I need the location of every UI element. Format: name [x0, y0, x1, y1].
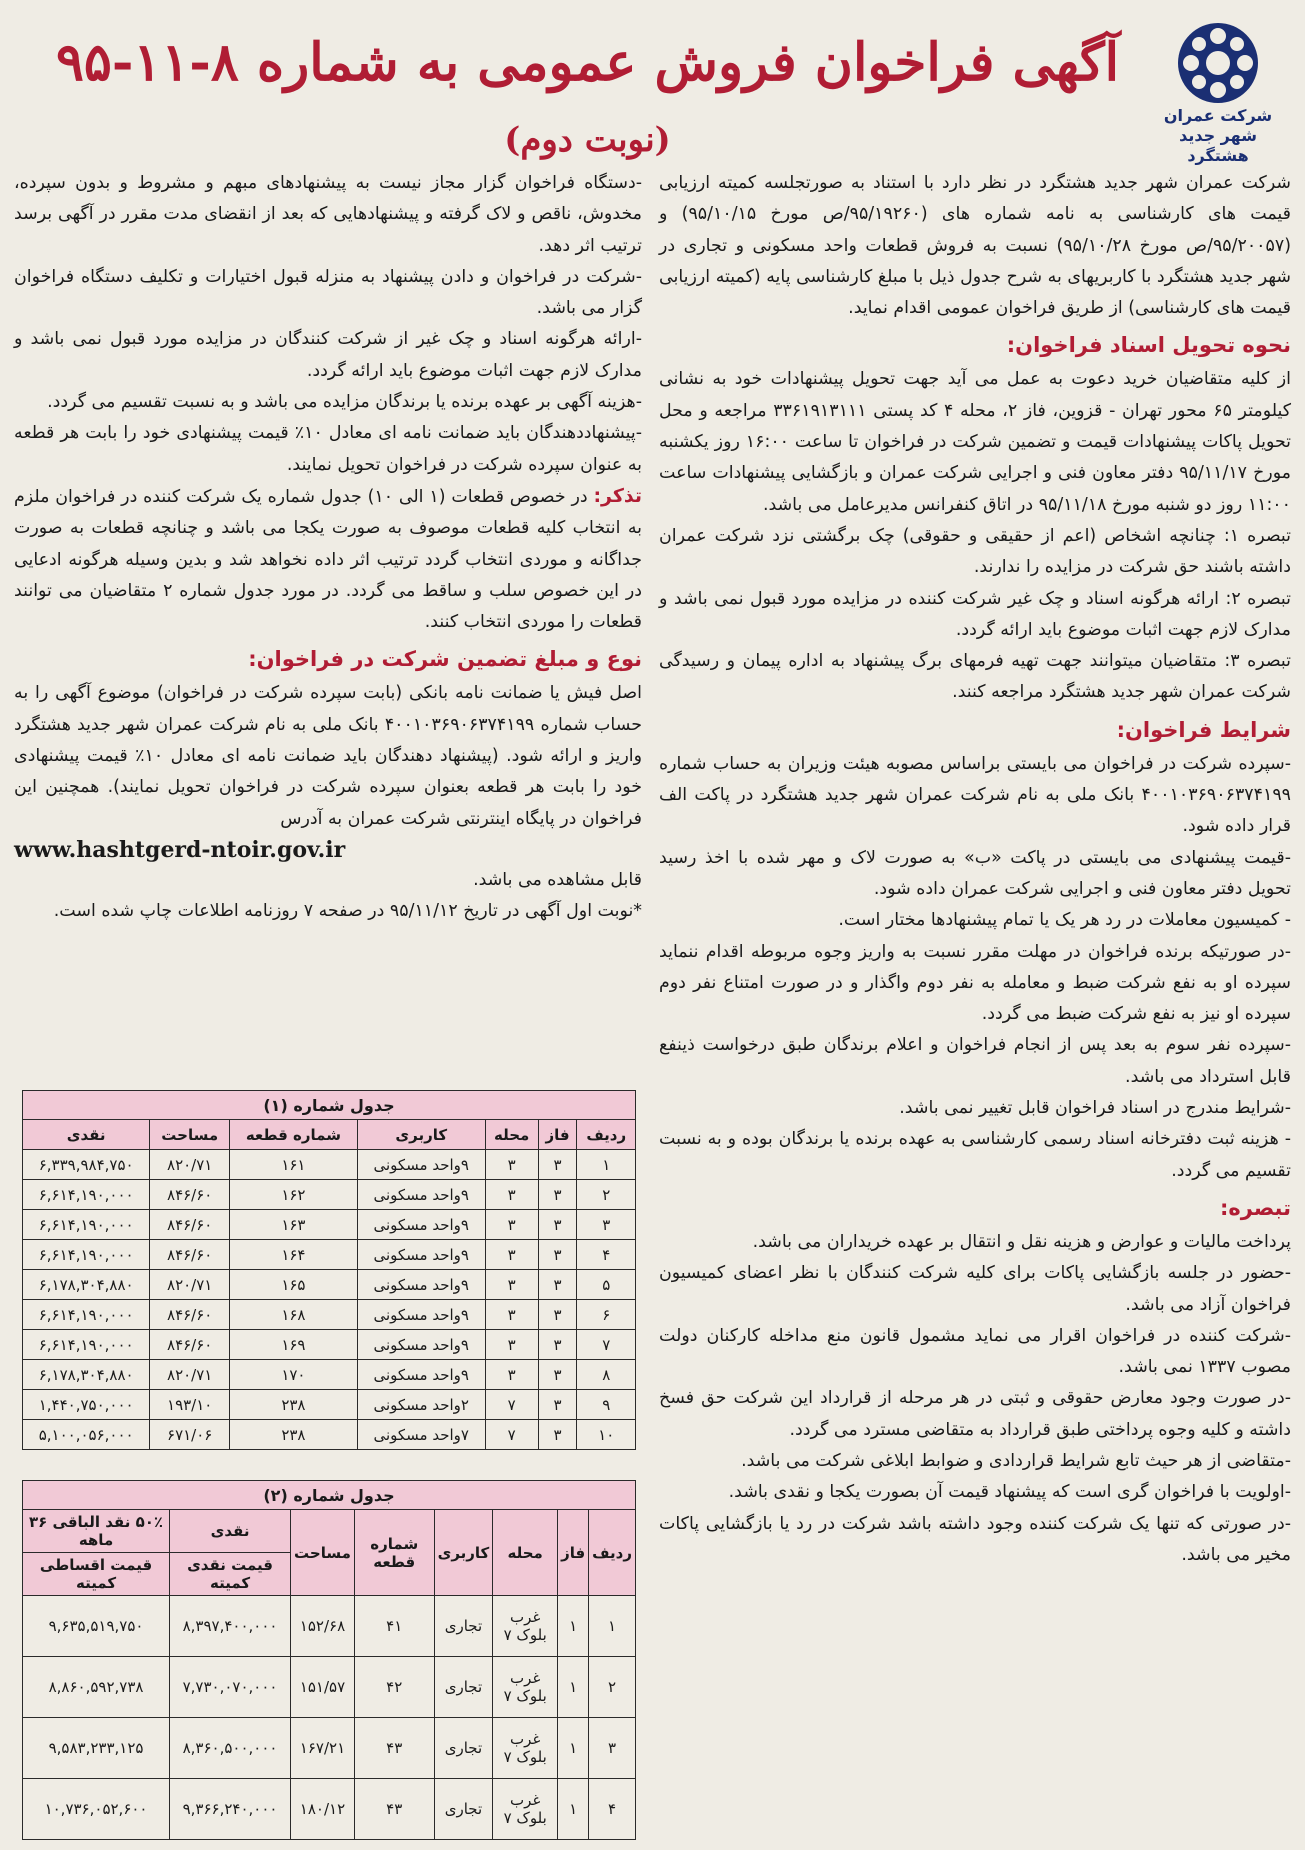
- table-cell: ۱: [558, 1779, 589, 1840]
- table-cell: ۱: [577, 1150, 636, 1180]
- guarantee-paragraph: اصل فیش یا ضمانت نامه بانکی (بابت سپرده شرکت در فراخوان) موضوع آگهی را به حساب شماره ۴۰۰۱۰۳۶۹۰۶۳۷۴۱۹۹ بانک ملی به نام شرکت عمران شهر جدید هشتگرد واریز و ارائه شود. (پیشنهاد دهندگان باید ضمانت نامه ای معادل ۱۰٪ قیمت پیشنهادی خود را بابت هر قطعه بعنوان سپرده شرکت در فراخوان تحویل نمایند). همچنین این فراخوان در پایگاه اینترنتی شرکت عمران به آدرس: [14, 683, 643, 829]
- table-cell: ۶,۶۱۴,۱۹۰,۰۰۰: [23, 1240, 150, 1270]
- table-cell: ۸۴۶/۶۰: [150, 1180, 230, 1210]
- left-paragraph: -دستگاه فراخوان گزار مجاز نیست به پیشنهادهای مبهم و مشروط و بدون سپرده، مخدوش، ناقص و لاک گرفته و پیشنهادهایی که بعد از انقضای مدت مقرر در آگهی برسد ترتیب اثر دهد.: [14, 173, 642, 256]
- table-cell: ۳: [577, 1210, 636, 1240]
- table-header: مساحت: [291, 1510, 355, 1596]
- table-cell: ۲۳۸: [230, 1390, 358, 1420]
- table-cell: تجاری: [434, 1657, 493, 1718]
- table-cell: ۶,۳۳۹,۹۸۴,۷۵۰: [23, 1150, 150, 1180]
- section-title-guarantee: نوع و مبلغ تضمین شرکت در فراخوان:: [248, 647, 642, 672]
- table-cell: ۱۶۳: [230, 1210, 358, 1240]
- table-1-body: [23, 1150, 636, 1450]
- publish-note: *نوبت اول آگهی در تاریخ ۹۵/۱۱/۱۲ در صفحه ۷ روزنامه اطلاعات چاپ شده است.: [53, 901, 642, 922]
- table-cell: ۴۳: [354, 1779, 434, 1840]
- table-cell: ۸,۸۶۰,۵۹۲,۷۳۸: [23, 1657, 170, 1718]
- ad-header: [14, 8, 1291, 168]
- table-2-body: [23, 1596, 636, 1840]
- table-cell: غرب بلوک ۷: [493, 1657, 558, 1718]
- table-cell: تجاری: [434, 1596, 493, 1657]
- table-cell: ۶,۶۱۴,۱۹۰,۰۰۰: [23, 1180, 150, 1210]
- table-cell: ۶: [577, 1300, 636, 1330]
- reminder-title: تذکر:: [593, 484, 643, 507]
- table-row: [23, 1390, 636, 1420]
- right-column: [659, 168, 1291, 1571]
- documents-paragraph: از کلیه متقاضیان خرید دعوت به عمل می آید جهت تحویل پیشنهادات خود به نشانی کیلومتر ۶۵ محور تهران - قزوین، فاز ۲، محله ۴ کد پستی ۳۳۶۱۹۱۳۱۱۱ مراجعه و محل تحویل پاکات پیشنهادات قیمت و تضمین شرکت در فراخوان تا ساعت ۱۶:۰۰ روز یکشنبه مورخ ۹۵/۱۱/۱۷ دفتر معاون فنی و اجرایی شرکت عمران و بازگشایی پیشنهادات ساعت ۱۱:۰۰ روز دو شنبه مورخ ۹۵/۱۱/۱۸ در اتاق کنفرانس مدیرعامل می باشد.: [659, 369, 1292, 515]
- note-item: -اولویت با فراخوان گری است که پیشنهاد قیمت آن بصورت یکجا و نقدی باشد.: [728, 1482, 1291, 1503]
- emblem-icon: [1175, 20, 1261, 106]
- table-cell: ۹واحد مسکونی: [357, 1180, 485, 1210]
- note-item: -در صورتی که تنها یک شرکت کننده وجود داشته باشد شرکت در رد یا بازگشایی پاکات مخیر می باشد.: [659, 1513, 1291, 1565]
- table-cell: ۳: [485, 1210, 538, 1240]
- table-cell: ۷واحد مسکونی: [357, 1420, 485, 1450]
- table-header: نقدی: [23, 1120, 150, 1150]
- table-row: [23, 1718, 636, 1779]
- table-2: [22, 1480, 636, 1840]
- table-cell: ۳: [538, 1390, 577, 1420]
- table-subheader: قیمت اقساطی کمیته: [23, 1553, 170, 1596]
- left-paragraph: -ارائه هرگونه اسناد و چک غیر از شرکت کنندگان در مزایده مورد قبول نمی باشد و مدارک لازم جهت اثبات موضوع باید ارائه گردد.: [14, 329, 642, 381]
- table-row: [23, 1657, 636, 1718]
- table-header: کاربری: [434, 1510, 493, 1596]
- table-header: کاربری: [357, 1120, 485, 1150]
- table-cell: ۵: [577, 1270, 636, 1300]
- table-cell: ۳: [485, 1360, 538, 1390]
- table-row: [23, 1420, 636, 1450]
- note-item: -در صورت وجود معارض حقوقی و ثبتی در هر مرحله از قرارداد این شرکت حق فسخ داشته و کلیه وجوه پرداختی طبق قرارداد به متقاضی مسترد می گردد.: [659, 1388, 1291, 1440]
- table-cell: ۲۳۸: [230, 1420, 358, 1450]
- condition-item: -سپرده نفر سوم به بعد پس از انجام فراخوان و اعلام برندگان طبق درخواست ذینفع قابل استرداد می باشد.: [659, 1035, 1291, 1087]
- table-cell: ۱: [558, 1596, 589, 1657]
- table-cell: ۱: [558, 1718, 589, 1779]
- table-cell: ۳: [538, 1420, 577, 1450]
- table-header: نقدی: [170, 1510, 291, 1553]
- section-title-notes: تبصره:: [1219, 1195, 1291, 1220]
- table-cell: ۶۷۱/۰۶: [150, 1420, 230, 1450]
- table-row: [23, 1779, 636, 1840]
- condition-item: -شرایط مندرج در اسناد فراخوان قابل تغییر نمی باشد.: [899, 1098, 1291, 1119]
- table-cell: غرب بلوک ۷: [493, 1596, 558, 1657]
- condition-item: -قیمت پیشنهادی می بایستی در پاکت «ب» به صورت لاک و مهر شده با اخذ رسید تحویل دفتر معاون فنی و اجرایی شرکت عمران داده شود.: [659, 847, 1291, 899]
- table-cell: ۹واحد مسکونی: [357, 1210, 485, 1240]
- table-cell: ۳: [538, 1150, 577, 1180]
- section-title-conditions: شرایط فراخوان:: [1116, 717, 1291, 742]
- reminder-body: در خصوص قطعات (۱ الی ۱۰) جدول شماره یک شرکت کننده در فراخوان ملزم به انتخاب کلیه قطعات موصوف به صورت یکجا می باشد و چنانچه قطعات به صورت جداگانه و موردی انتخاب گردد ترتیب اثر داده نخواهد شد و بدین وسیله هرگونه ادعایی در این خصوص سلب و ساقط می گردد. در مورد جدول شماره ۲ متقاضیان می توانند قطعات را موردی انتخاب کنند.: [14, 486, 643, 633]
- table-header: شماره قطعه: [230, 1120, 358, 1150]
- table-cell: ۶,۱۷۸,۳۰۴,۸۸۰: [23, 1270, 150, 1300]
- table-cell: تجاری: [434, 1779, 493, 1840]
- table-row: [23, 1180, 636, 1210]
- table-cell: ۹,۵۸۳,۲۳۳,۱۲۵: [23, 1718, 170, 1779]
- table-cell: ۹واحد مسکونی: [357, 1360, 485, 1390]
- left-paragraph: -پیشنهاددهندگان باید ضمانت نامه ای معادل ۱۰٪ قیمت پیشنهادی خود را بابت هر قطعه به عنوان سپرده شرکت در فراخوان تحویل نمایند.: [14, 423, 642, 475]
- table-1: [22, 1090, 636, 1450]
- table-cell: ۲واحد مسکونی: [357, 1390, 485, 1420]
- table-cell: ۳: [538, 1270, 577, 1300]
- table-cell: ۱۵۲/۶۸: [291, 1596, 355, 1657]
- note-item: -متقاضی از هر حیث تابع شرایط قراردادی و ضوابط ابلاغی شرکت می باشد.: [741, 1450, 1291, 1471]
- table-cell: ۳: [538, 1300, 577, 1330]
- table-cell: ۱۶۵: [230, 1270, 358, 1300]
- note-item: پرداخت مالیات و عوارض و هزینه نقل و انتقال بر عهده خریداران می باشد.: [752, 1231, 1291, 1252]
- table-cell: ۱,۴۴۰,۷۵۰,۰۰۰: [23, 1390, 150, 1420]
- note-2: تبصره ۲: ارائه هرگونه اسناد و چک غیر شرکت کننده در مزایده مورد قبول نمی باشد و مدارک لازم جهت اثبات موضوع باید ارائه گردد.: [659, 588, 1291, 640]
- table-cell: ۳: [538, 1240, 577, 1270]
- note-item: -شرکت کننده در فراخوان اقرار می نماید مشمول قانون منع مداخله کارکنان دولت مصوب ۱۳۳۷ نمی باشد.: [659, 1325, 1291, 1378]
- table-1-caption: جدول شماره (۱): [23, 1091, 636, 1120]
- table-row: [23, 1270, 636, 1300]
- note-3: تبصره ۳: متقاضیان میتوانند جهت تهیه فرمهای برگ پیشنهاد به اداره پیمان و رسیدگی شرکت عمران شهر جدید هشتگرد مراجعه کنند.: [659, 651, 1292, 703]
- note-1: تبصره ۱: چنانچه اشخاص (اعم از حقیقی و حقوقی) چک برگشتی نزد شرکت عمران داشته باشند حق شرکت در مزایده را ندارند.: [659, 525, 1292, 578]
- table-cell: ۸۴۶/۶۰: [150, 1240, 230, 1270]
- table-cell: ۱۶۴: [230, 1240, 358, 1270]
- table-row: [23, 1300, 636, 1330]
- table-cell: ۱۰: [577, 1420, 636, 1450]
- table-cell: ۳: [485, 1240, 538, 1270]
- table-row: [23, 1210, 636, 1240]
- table-cell: ۴: [577, 1240, 636, 1270]
- table-cell: ۳: [538, 1210, 577, 1240]
- table-header: محله: [485, 1120, 538, 1150]
- table-cell: ۷: [485, 1390, 538, 1420]
- table-cell: ۹واحد مسکونی: [357, 1330, 485, 1360]
- left-paragraph: -هزینه آگهی بر عهده برنده یا برندگان مزایده می باشد و به نسبت تقسیم می گردد.: [47, 392, 642, 413]
- condition-item: - کمیسیون معاملات در رد هر یک یا تمام پیشنهادها مختار است.: [838, 910, 1291, 931]
- table-cell: ۵,۱۰۰,۰۵۶,۰۰۰: [23, 1420, 150, 1450]
- table-cell: ۴۲: [354, 1657, 434, 1718]
- table-cell: ۸۲۰/۷۱: [150, 1270, 230, 1300]
- table-cell: ۶,۱۷۸,۳۰۴,۸۸۰: [23, 1360, 150, 1390]
- condition-item: - هزینه ثبت دفترخانه اسناد رسمی کارشناسی به عهده برنده یا برندگان بوده و به نسبت تقسیم می گردد.: [659, 1129, 1291, 1181]
- table-cell: ۳: [538, 1360, 577, 1390]
- table-cell: ۱۶۹: [230, 1330, 358, 1360]
- table-header: ردیف: [577, 1120, 636, 1150]
- table-header: مساحت: [150, 1120, 230, 1150]
- table-cell: ۳: [485, 1330, 538, 1360]
- table-2-caption: جدول شماره (۲): [23, 1481, 636, 1510]
- table-cell: ۱۰,۷۳۶,۰۵۲,۶۰۰: [23, 1779, 170, 1840]
- table-cell: ۱۹۳/۱۰: [150, 1390, 230, 1420]
- left-paragraph: -شرکت در فراخوان و دادن پیشنهاد به منزله قبول اختیارات و تکلیف دستگاه فراخوان گزار می باشد.: [14, 266, 642, 319]
- table-cell: ۱۸۰/۱۲: [291, 1779, 355, 1840]
- table-cell: ۹واحد مسکونی: [357, 1150, 485, 1180]
- table-cell: ۱: [589, 1596, 636, 1657]
- table-cell: ۱۶۱: [230, 1150, 358, 1180]
- table-subheader: قیمت نقدی کمیته: [170, 1553, 291, 1596]
- table-cell: ۱۶۸: [230, 1300, 358, 1330]
- website-link[interactable]: www.hashtgerd-ntoir.gov.ir: [14, 836, 346, 863]
- table-cell: ۴۱: [354, 1596, 434, 1657]
- table-cell: ۳: [485, 1270, 538, 1300]
- table-cell: غرب بلوک ۷: [493, 1718, 558, 1779]
- ad-subtitle: (نوبت دوم): [504, 120, 671, 160]
- table-cell: ۶,۶۱۴,۱۹۰,۰۰۰: [23, 1210, 150, 1240]
- table-row: [23, 1240, 636, 1270]
- logo-line-2: شهر جدید هشتگرد: [1179, 126, 1257, 165]
- intro-paragraph: شرکت عمران شهر جدید هشتگرد در نظر دارد با استناد به صورتجلسه کمیته ارزیابی قیمت های کارشناسی به نامه شماره های (۹۵/۱۹۲۶۰/ص مورخ ۹۵/۱۰/۱۵) و (۹۵/۲۰۰۵۷/ص مورخ ۹۵/۱۰/۲۸) نسبت به فروش قطعات واحد مسکونی و تجاری در شهر جدید هشتگرد با کاربریهای به شرح جدول ذیل با مبلغ کارشناسی پایه (کمیته ارزیابی قیمت های کارشناسی) از طریق فراخوان عمومی اقدام نماید.: [659, 173, 1291, 319]
- table-cell: ۴۳: [354, 1718, 434, 1779]
- note-item: -حضور در جلسه بازگشایی پاکات برای کلیه شرکت کنندگان با نظر اعضای کمیسیون فراخوان آزاد می باشد.: [659, 1263, 1291, 1315]
- table-row: [23, 1330, 636, 1360]
- reminder-paragraph: [14, 481, 642, 638]
- table-header: ۵۰٪ نقد الباقی ۳۶ ماهه: [23, 1510, 170, 1553]
- table-cell: ۸۲۰/۷۱: [150, 1150, 230, 1180]
- company-logo: [1153, 20, 1283, 166]
- after-url-text: قابل مشاهده می باشد.: [473, 869, 642, 890]
- table-row: [23, 1360, 636, 1390]
- table-cell: ۳: [485, 1150, 538, 1180]
- table-cell: ۳: [538, 1330, 577, 1360]
- table-cell: ۲: [589, 1657, 636, 1718]
- table-cell: ۸۴۶/۶۰: [150, 1330, 230, 1360]
- table-header: فاز: [558, 1510, 589, 1596]
- table-row: [23, 1596, 636, 1657]
- condition-item: -در صورتیکه برنده فراخوان در مهلت مقرر نسبت به واریز وجوه مربوطه اقدام ننماید سپرده او به نفع شرکت ضبط و معامله به نفر دوم واگذار و در صورت امتناع نفر دوم سپرده او نیز به نفع شرکت ضبط می گردد.: [659, 941, 1291, 1025]
- table-header: ردیف: [589, 1510, 636, 1596]
- table-cell: تجاری: [434, 1718, 493, 1779]
- table-cell: ۱۵۱/۵۷: [291, 1657, 355, 1718]
- table-cell: ۷: [485, 1420, 538, 1450]
- table-cell: ۱: [558, 1657, 589, 1718]
- table-cell: ۳: [485, 1300, 538, 1330]
- table-cell: ۸,۳۹۷,۴۰۰,۰۰۰: [170, 1596, 291, 1657]
- table-cell: ۸۲۰/۷۱: [150, 1360, 230, 1390]
- table-cell: ۶,۶۱۴,۱۹۰,۰۰۰: [23, 1300, 150, 1330]
- table-cell: ۸۴۶/۶۰: [150, 1300, 230, 1330]
- table-cell: ۹واحد مسکونی: [357, 1240, 485, 1270]
- ad-title: آگهی فراخوان فروش عمومی به شماره ۸-۱۱-۹۵: [55, 32, 1120, 93]
- table-cell: ۸: [577, 1360, 636, 1390]
- table-cell: ۸۴۶/۶۰: [150, 1210, 230, 1240]
- table-cell: ۷: [577, 1330, 636, 1360]
- logo-line-1: شرکت عمران: [1163, 106, 1273, 125]
- table-cell: ۱۷۰: [230, 1360, 358, 1390]
- table-cell: ۹: [577, 1390, 636, 1420]
- section-title-documents: نحوه تحویل اسناد فراخوان:: [1006, 333, 1291, 358]
- table-cell: ۷,۷۳۰,۰۷۰,۰۰۰: [170, 1657, 291, 1718]
- table-cell: ۸,۳۶۰,۵۰۰,۰۰۰: [170, 1718, 291, 1779]
- condition-item: -سپرده شرکت در فراخوان می بایستی براساس مصوبه هیئت وزیران به حساب شماره ۴۰۰۱۰۳۶۹۰۶۳۷۴۱۹۹ بانک ملی به نام شرکت عمران شهر جدید هشتگرد در پاکت الف قرار داده شود.: [659, 753, 1291, 837]
- table-cell: ۳: [485, 1180, 538, 1210]
- table-cell: ۴: [589, 1779, 636, 1840]
- table-cell: ۹,۶۳۵,۵۱۹,۷۵۰: [23, 1596, 170, 1657]
- table-header: شماره قطعه: [354, 1510, 434, 1596]
- table-cell: ۳: [538, 1180, 577, 1210]
- table-cell: ۱۶۷/۲۱: [291, 1718, 355, 1779]
- table-header: فاز: [538, 1120, 577, 1150]
- table-cell: ۳: [589, 1718, 636, 1779]
- table-cell: ۱۶۲: [230, 1180, 358, 1210]
- table-cell: ۶,۶۱۴,۱۹۰,۰۰۰: [23, 1330, 150, 1360]
- table-header: محله: [493, 1510, 558, 1596]
- table-row: [23, 1150, 636, 1180]
- table-cell: غرب بلوک ۷: [493, 1779, 558, 1840]
- table-cell: ۹,۳۶۶,۲۴۰,۰۰۰: [170, 1779, 291, 1840]
- left-column: [14, 168, 642, 928]
- table-cell: ۹واحد مسکونی: [357, 1300, 485, 1330]
- table-cell: ۹واحد مسکونی: [357, 1270, 485, 1300]
- table-cell: ۲: [577, 1180, 636, 1210]
